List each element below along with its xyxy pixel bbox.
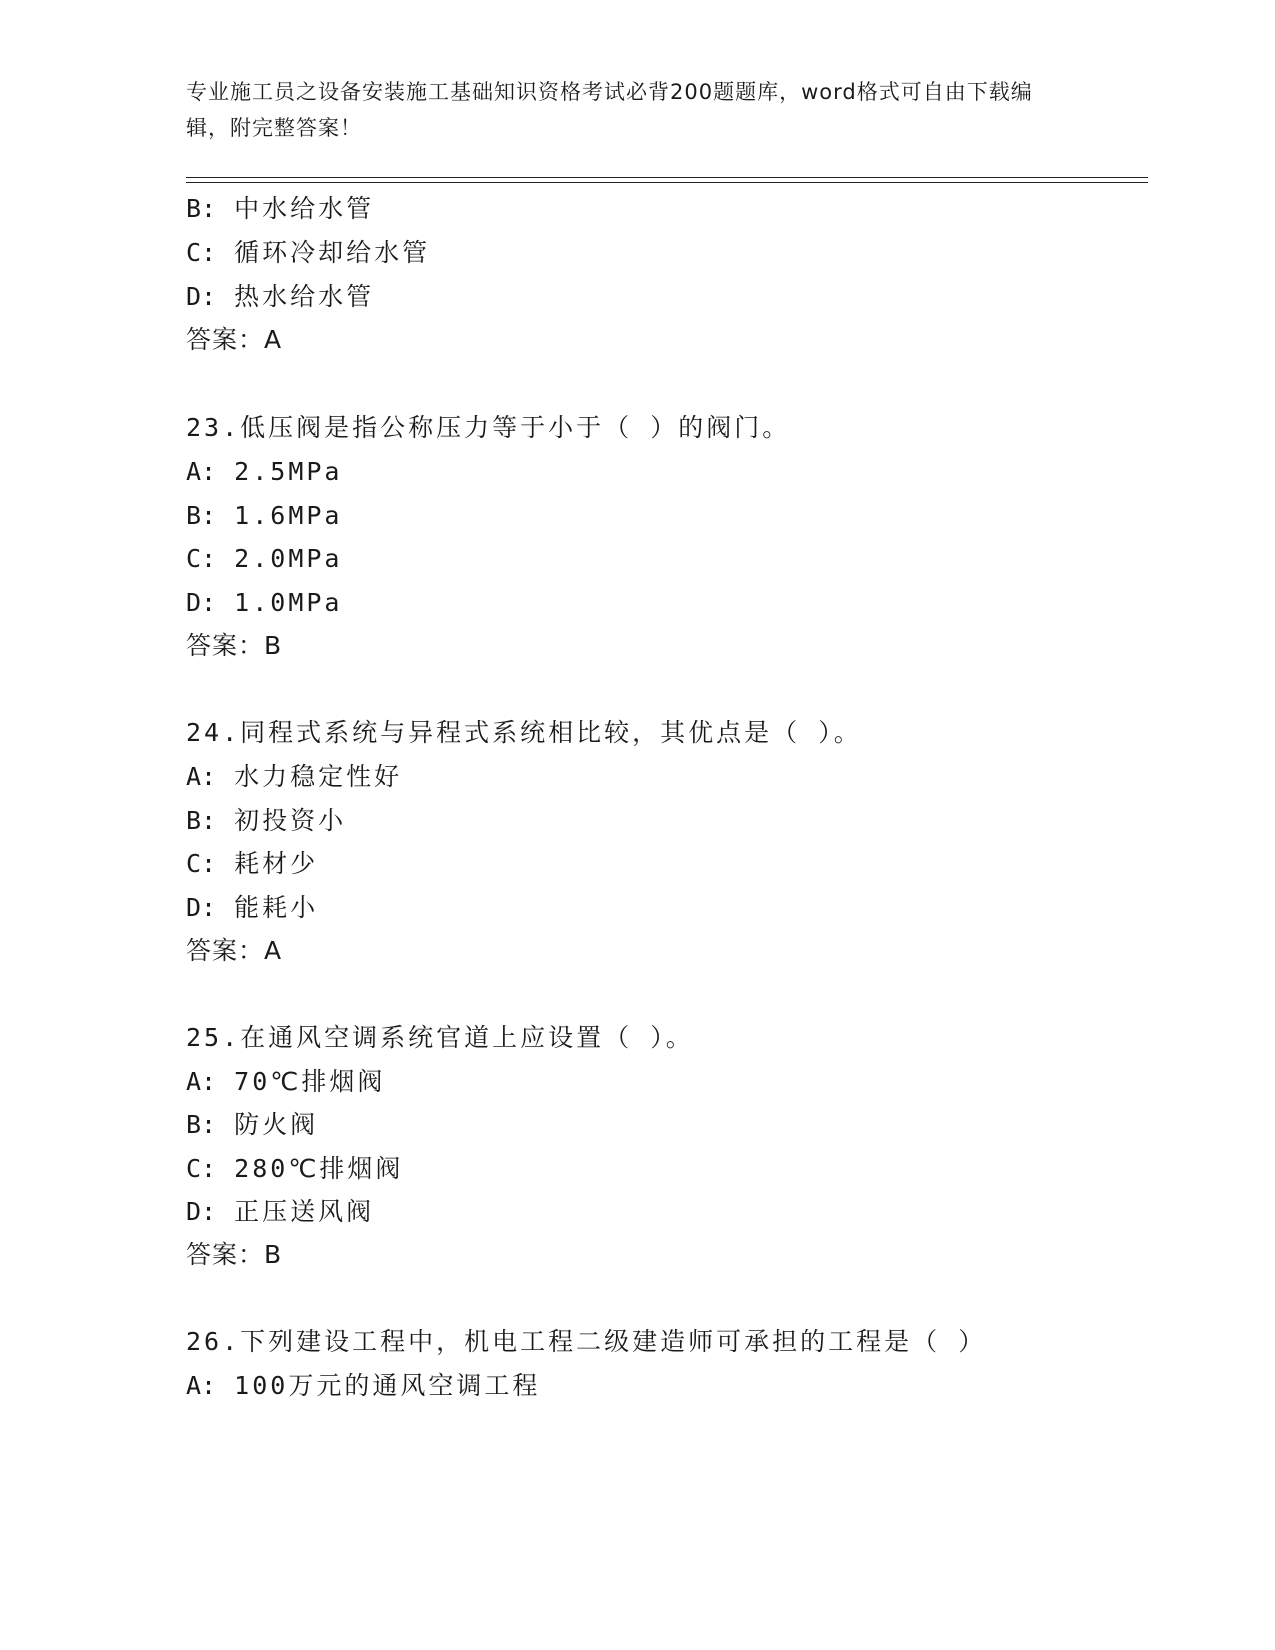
- option-line: [186, 893, 318, 923]
- option-text: 循环冷却给水管: [234, 238, 431, 267]
- option-text: 正压送风阀: [234, 1197, 375, 1226]
- option-label: A:: [186, 457, 217, 486]
- option-text: 热水给水管: [234, 282, 375, 311]
- option-text: 能耗小: [234, 893, 319, 922]
- option-label: C:: [186, 849, 217, 878]
- option-text: 100万元的通风空调工程: [234, 1371, 541, 1400]
- option-label: D:: [186, 282, 217, 311]
- answer-line: 答案：A: [186, 325, 283, 354]
- header-divider-top: [186, 177, 1148, 178]
- option-label: B:: [186, 806, 217, 835]
- header-divider-bottom: [186, 182, 1148, 183]
- option-label: C:: [186, 238, 217, 267]
- option-line: [186, 1197, 374, 1227]
- option-line: [186, 457, 342, 487]
- option-label: D:: [186, 588, 217, 617]
- option-label: B:: [186, 194, 217, 223]
- option-label: A:: [186, 762, 217, 791]
- option-line: [186, 588, 342, 618]
- option-text: 初投资小: [234, 806, 347, 835]
- option-text: 防火阀: [234, 1110, 319, 1139]
- option-line: [186, 282, 374, 312]
- option-line: [186, 501, 342, 531]
- option-line: [186, 762, 402, 792]
- option-line: [186, 849, 318, 879]
- option-label: B:: [186, 1110, 217, 1139]
- option-line: [186, 1067, 385, 1097]
- answer-line: 答案：B: [186, 1240, 283, 1269]
- question-stem: 25.在通风空调系统官道上应设置（ ）。: [186, 1023, 694, 1052]
- question-stem: 23.低压阀是指公称压力等于小于（ ）的阀门。: [186, 413, 791, 442]
- option-label: A:: [186, 1371, 217, 1400]
- question-stem: 26.下列建设工程中，机电工程二级建造师可承担的工程是（ ）: [186, 1327, 987, 1356]
- option-label: C:: [186, 544, 217, 573]
- option-line: [186, 238, 430, 268]
- option-label: A:: [186, 1067, 217, 1096]
- option-line: [186, 1154, 403, 1184]
- option-line: [186, 544, 342, 574]
- option-text: 水力稳定性好: [234, 762, 403, 791]
- option-text: 2.5MPa: [234, 457, 343, 486]
- option-text: 2.0MPa: [234, 544, 343, 573]
- option-text: 1.6MPa: [234, 501, 343, 530]
- option-text: 280℃排烟阀: [234, 1154, 404, 1183]
- option-text: 耗材少: [234, 849, 319, 878]
- answer-line: 答案：B: [186, 631, 283, 660]
- option-line: [186, 806, 346, 836]
- question-stem: 24.同程式系统与异程式系统相比较，其优点是（ ）。: [186, 718, 862, 747]
- option-text: 70℃排烟阀: [234, 1067, 386, 1096]
- option-text: 中水给水管: [234, 194, 375, 223]
- option-line: [186, 1110, 318, 1140]
- option-label: C:: [186, 1154, 217, 1183]
- option-label: B:: [186, 501, 217, 530]
- document-header: 专业施工员之设备安装施工基础知识资格考试必背200题题库，word格式可自由下载编辑，附完整答案！: [186, 80, 1033, 140]
- answer-line: 答案：A: [186, 936, 283, 965]
- option-line: [186, 194, 374, 224]
- option-label: D:: [186, 1197, 217, 1226]
- option-label: D:: [186, 893, 217, 922]
- option-text: 1.0MPa: [234, 588, 343, 617]
- option-line: [186, 1371, 540, 1401]
